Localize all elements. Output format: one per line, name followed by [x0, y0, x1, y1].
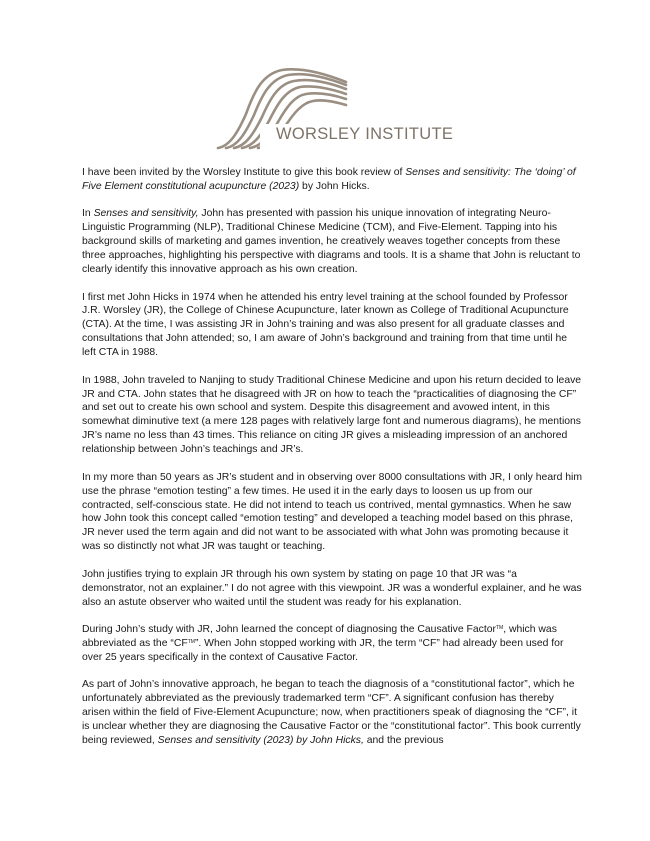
book-title: Senses and sensitivity: The ‘doing’ of Five Element constitutional acupuncture (2023) [82, 167, 576, 192]
paragraph-emotion-testing: In my more than 50 years as JR’s student and in observing over 8000 consultations with JR, I only heard him use the phrase “emotion testing” a few times. He used it in the early days to loosen us up from our contracted, self-conscious state. He did not intend to teach us contrived, mental gymnastics. When he saw how John took this concept called “emotion testing” and developed a teaching model based on this phrase, JR never used the term again and did not want to be associated with what John was promoting because it was so distinctly not what JR was taught or teaching. [82, 471, 582, 553]
paragraph-nanjing: In 1988, John traveled to Nanjing to study Traditional Chinese Medicine and upon his return decided to leave JR and CTA. John states that he disagreed with JR on how to teach the “practicalities of diagnosing the CF” and set out to create his own school and system. Despite this disagreement and avowed intent, in this somewhat diminutive text (a mere 128 pages with relatively large font and numerous diagrams), he mentions JR’s name no less than 43 times. This reliance on citing JR gives a misleading impression of an anchored relationship between John’s teachings and JR’s. [82, 374, 582, 456]
logo-wordmark: WORSLEY INSTITUTE [276, 125, 454, 143]
worsley-institute-logo [216, 62, 466, 162]
paragraph-intro: I have been invited by the Worsley Institute to give this book review of Senses and sensitivity: The ‘doing’ of Five Element constitutional acupuncture (2023) by John Hicks. [82, 167, 576, 192]
trademark-mark: TM [187, 638, 195, 645]
paragraph-overview: In Senses and sensitivity, John has presented with passion his unique innovation of integrating Neuro-Linguistic Programming (NLP), Traditional Chinese Medicine (TCM), and Five-Element. Tapping into his background skills of marketing and games invention, he creatively weaves together concepts from these three approaches, highlighting his perspective with diagrams and tools. It is a shame that John is reluctant to clearly identify this innovative approach as his own creation. [82, 208, 581, 276]
paragraph-constitutional-factor: As part of John’s innovative approach, he began to teach the diagnosis of a “constitutional factor”, which he unfortunately abbreviated as the previously trademarked term “CF”. A significant confusion has thereby arisen within the field of Five-Element Acupuncture; now, when practitioners speak of diagnosing the “CF”, it is unclear whether they are diagnosing the Causative Factor or the “constitutional factor”. This book currently being reviewed, Senses and sensitivity (2023) by John Hicks, and the previous [82, 679, 581, 746]
trademark-mark: TM [495, 625, 504, 632]
paragraph-causative-factor: During John’s study with JR, John learned the concept of diagnosing the Causative Factor™, which was abbreviated as the “CF™”. When John stopped working with JR, the term “CF” had already been used for over 25 years specifically in the context of Causative Factor. [82, 624, 564, 663]
book-title: Senses and sensitivity (2023) by John Hicks, [157, 734, 364, 746]
paragraph-demonstrator: John justifies trying to explain JR through his own system by stating on page 10 that JR was “a demonstrator, not an explainer.” I do not agree with this viewpoint. JR was a wonderful explainer, and he was also an astute observer who waited until the student was ready for his explanation. [82, 568, 582, 608]
review-body [82, 166, 582, 761]
paragraph-first-meeting: I first met John Hicks in 1974 when he attended his entry level training at the school founded by Professor J.R. Worsley (JR), the College of Chinese Acupuncture, later known as College of Traditional Acupuncture (CTA). At the time, I was assisting JR in John’s training and was also present for all graduate classes and consultations that John attended; so, I am aware of John’s background and training from that time until he left CTA in 1988. [82, 291, 569, 359]
book-title: Senses and sensitivity, [93, 208, 199, 220]
